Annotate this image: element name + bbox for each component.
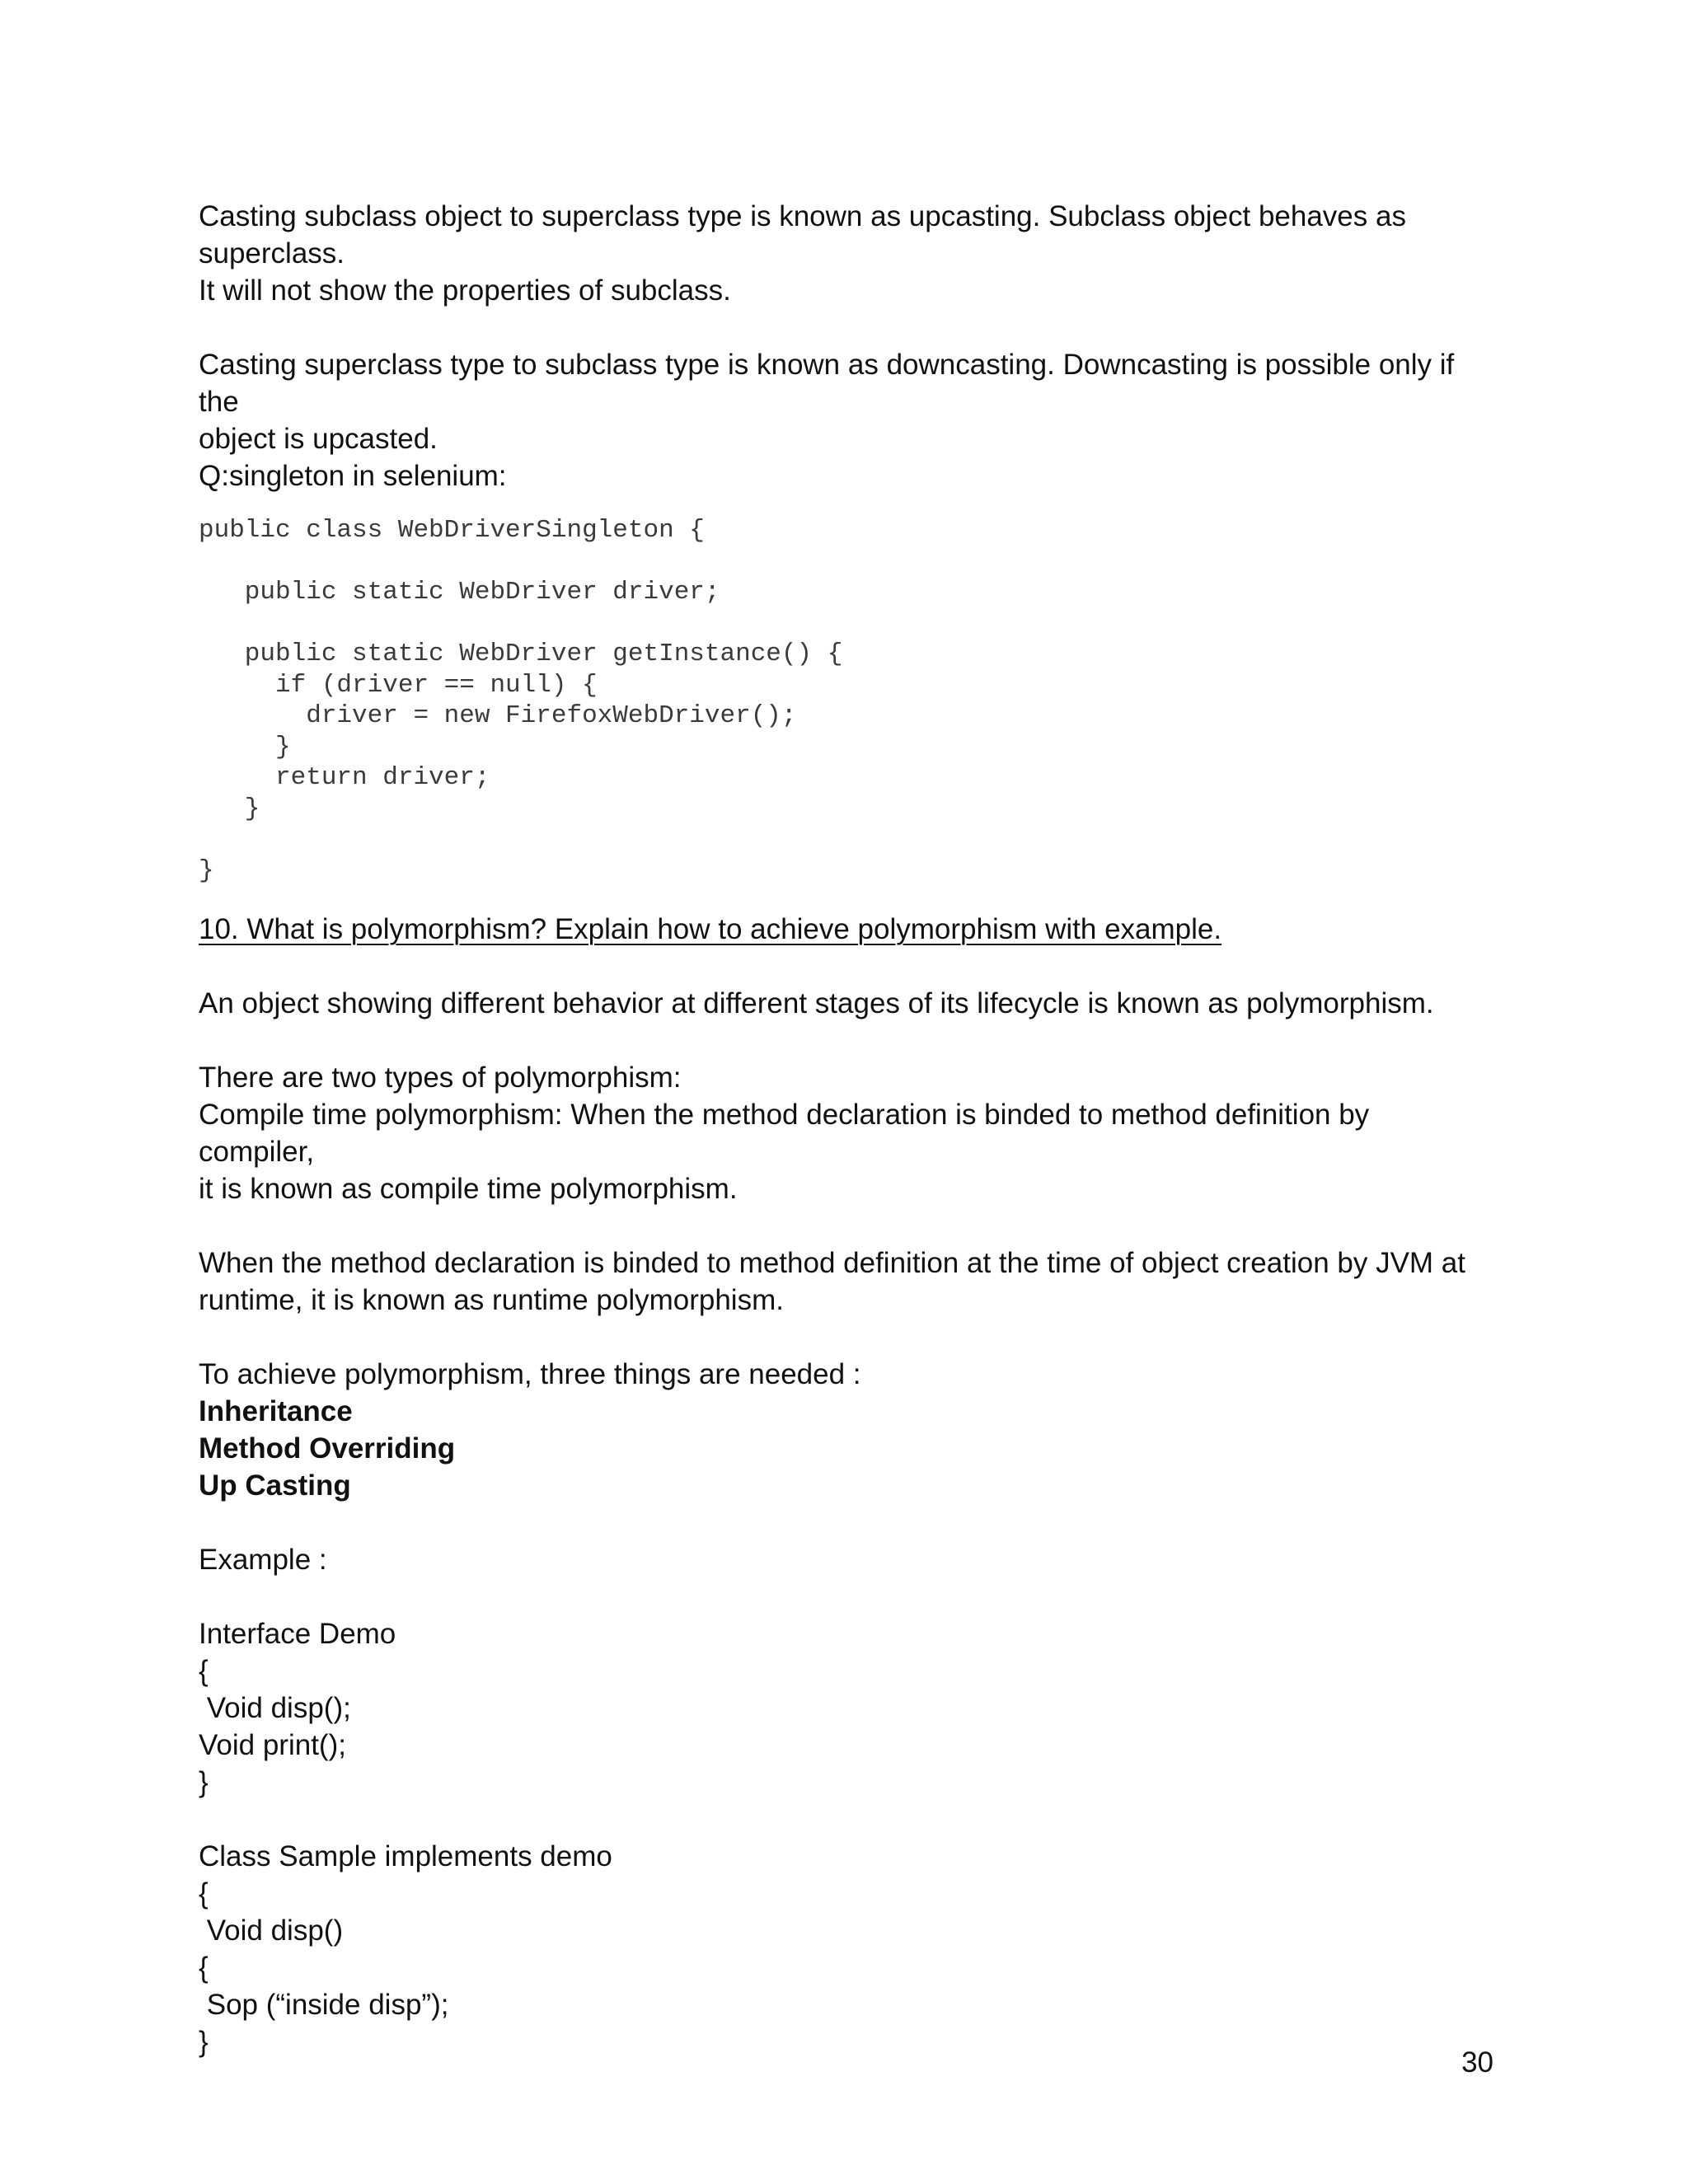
example-line: Void disp(); — [199, 1692, 351, 1724]
example-line: Interface Demo — [199, 1618, 396, 1650]
example-line: Sop (“inside disp”); — [199, 1989, 449, 2021]
example-line: Void disp() — [199, 1915, 344, 1947]
page-content — [199, 198, 1484, 2060]
code-line: return driver; — [199, 763, 490, 792]
class-example — [199, 1838, 1484, 2060]
code-line: } — [199, 855, 214, 885]
polymorphism-types-intro: There are two types of polymorphism: — [199, 1062, 682, 1094]
singleton-code-block — [199, 515, 1484, 886]
code-line — [199, 608, 1484, 640]
requirement-inheritance: Inheritance — [199, 1395, 353, 1427]
downcasting-line-1: Casting superclass type to subclass type is known as downcasting. Downcasting is possible only if the — [199, 349, 1462, 418]
code-line — [199, 546, 1484, 578]
polymorphism-definition: An object showing different behavior at different stages of its lifecycle is known as polymorphism. — [199, 987, 1434, 1019]
example-line: } — [199, 1766, 209, 1798]
code-line: public static WebDriver getInstance() { — [199, 640, 843, 668]
code-line: driver = new FirefoxWebDriver(); — [199, 701, 797, 730]
example-line: } — [199, 2026, 209, 2058]
compile-time-line-1: Compile time polymorphism: When the method declaration is binded to method definition by compiler, — [199, 1099, 1377, 1168]
upcasting-line-2: It will not show the properties of subclass. — [199, 274, 731, 307]
code-line: public static WebDriver driver; — [199, 578, 720, 607]
code-line: if (driver == null) { — [199, 670, 598, 700]
singleton-question: Q:singleton in selenium: — [199, 460, 507, 492]
code-line — [199, 824, 1484, 855]
runtime-line-2: runtime, it is known as runtime polymorphism. — [199, 1284, 784, 1316]
page-number: 30 — [1461, 2046, 1493, 2079]
requirement-method-overriding: Method Overriding — [199, 1432, 456, 1465]
example-line: { — [199, 1655, 209, 1687]
achieve-intro: To achieve polymorphism, three things are needed : — [199, 1358, 861, 1390]
example-line: { — [199, 1952, 209, 1984]
section-heading-polymorphism: 10. What is polymorphism? Explain how to achieve polymorphism with example. — [199, 913, 1222, 945]
example-line: Class Sample implements demo — [199, 1840, 612, 1872]
upcasting-line-1: Casting subclass object to superclass type is known as upcasting. Subclass object behaves as superclass. — [199, 200, 1414, 269]
compile-time-line-2: it is known as compile time polymorphism. — [199, 1173, 738, 1205]
code-line: } — [199, 794, 260, 823]
requirement-up-casting: Up Casting — [199, 1469, 351, 1502]
example-line: Void print(); — [199, 1729, 346, 1761]
example-label: Example : — [199, 1544, 327, 1576]
downcasting-line-2: object is upcasted. — [199, 423, 438, 455]
interface-example — [199, 1615, 1484, 1801]
runtime-line-1: When the method declaration is binded to method definition at the time of object creation by JVM at — [199, 1247, 1465, 1279]
code-line: public class WebDriverSingleton { — [199, 516, 705, 545]
example-line: { — [199, 1877, 209, 1910]
code-line: } — [199, 732, 291, 762]
